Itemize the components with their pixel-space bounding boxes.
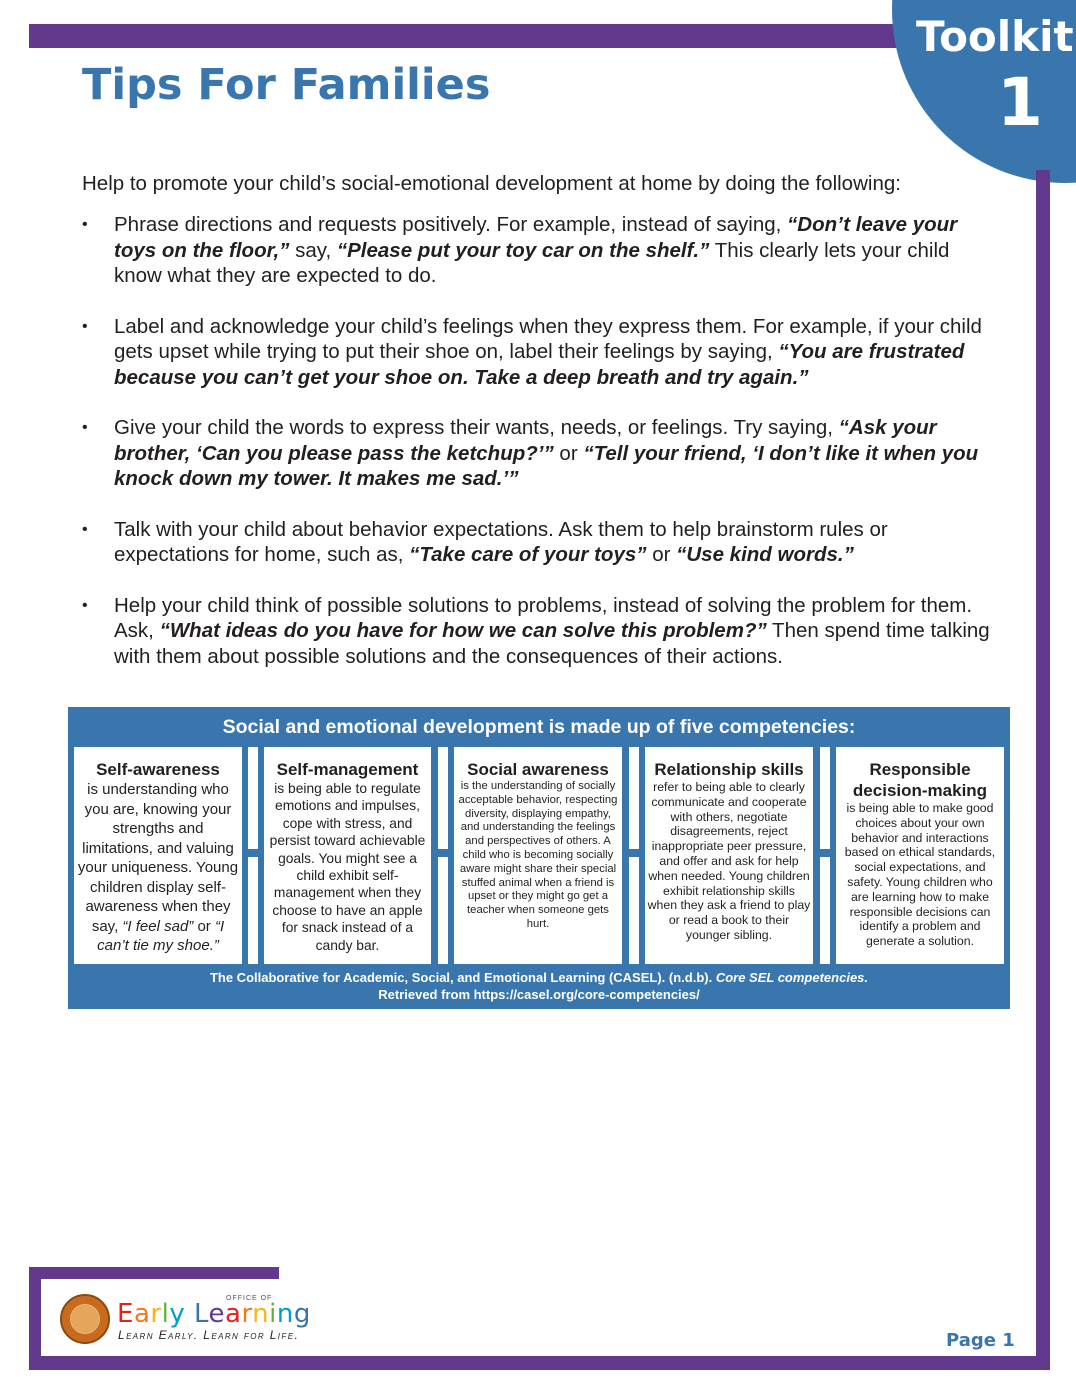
tip-quote: “Don’t leave your toys on the floor,” [114, 213, 958, 262]
competency-card-self-management [264, 747, 431, 964]
competency-card-self-awareness [74, 747, 242, 964]
intro-text: Help to promote your child’s social-emotional development at home by doing the following: [82, 172, 901, 195]
tip-quote: “Please put your toy car on the shelf.” [336, 238, 710, 262]
card-body: is being able to regulate emotions and impulses, cope with stress, and persist toward achievable goals. You might see a child exhibit self-management when they choose to have an apple for snack instead of a candy bar. [269, 781, 426, 953]
logo-letter: g [293, 1299, 311, 1329]
logo-letter: e [208, 1299, 225, 1329]
citation-text: The Collaborative for Academic, Social, and Emotional Learning (CASEL). (n.d.b). [209, 970, 716, 985]
tip-quote: “Tell your friend, ‘I don’t like it when you knock down my tower. It makes me sad.’” [114, 441, 979, 490]
card-body: is being able to make good choices about your own behavior and interactions based on ethical standards, social expectations, and safety. Young children who are learning how to make responsible decisions can identify a problem and generate a solution. [844, 801, 996, 949]
logo-letter: i [269, 1299, 277, 1329]
card-body-text: is understanding who you are, knowing your strengths and limitations, and valuing your uniqueness. Young children display self-awareness when they say, [77, 781, 239, 935]
logo-office-of: OFFICE OF [226, 1295, 273, 1302]
logo-letter: a [133, 1299, 151, 1329]
card-quote: “I can’t tie my shoe.” [97, 917, 225, 954]
citation-title: Core SEL competencies. [715, 970, 869, 985]
card-title: Self-awareness [96, 760, 220, 779]
card-divider [438, 747, 448, 964]
card-divider [629, 747, 639, 964]
card-title: Self-management [276, 760, 419, 779]
card-body [76, 780, 240, 956]
competency-card-social-awareness [454, 747, 622, 964]
tip-text: or [553, 441, 584, 465]
logo-letter: r [241, 1299, 253, 1329]
citation [68, 969, 1010, 1003]
tip-text: Give your child the words to express their wants, needs, or feelings. Try saying, [114, 416, 839, 439]
card-divider [820, 747, 830, 964]
florida-seal-icon [60, 1294, 110, 1344]
bullet: • [82, 520, 88, 538]
card-title: Responsible decision-making [852, 760, 988, 800]
card-body: refer to being able to clearly communicate and cooperate with others, negotiate disagreements, reject inappropriate peer pressure, and offer and ask for help when needed. Young children exhibit relationship skills when they ask a friend to play or read a book to their younger sibling. [647, 780, 811, 942]
tip-item [82, 517, 997, 568]
bullet: • [82, 317, 88, 335]
tip-quote: “What ideas do you have for how we can solve this problem?” [159, 619, 767, 642]
tip-text: Then spend time talking with them about possible solutions and the consequences of their actions. [114, 619, 990, 668]
logo-letter: L [193, 1299, 209, 1329]
card-title: Social awareness [467, 760, 609, 779]
tips-list [82, 212, 997, 694]
competencies-panel [68, 707, 1010, 1009]
card-body-text: or [193, 917, 215, 935]
footer-accent-bar [29, 1267, 279, 1279]
right-accent-bar [1036, 170, 1050, 1370]
logo-letter: E [117, 1299, 134, 1329]
tip-item [82, 314, 997, 391]
tip-text: Label and acknowledge your child’s feelings when they express them. For example, if your child gets upset while trying to put their shoe on, label their feelings by saying, [114, 314, 982, 363]
tip-quote: “You are frustrated because you can’t get your shoe on. Take a deep breath and try again.” [114, 340, 965, 389]
logo-letter: n [252, 1299, 270, 1329]
left-accent-bar [29, 1267, 41, 1370]
tip-quote: “Take care of your toys” [409, 543, 647, 566]
logo-letter: a [225, 1299, 242, 1329]
competency-card-relationship-skills [645, 747, 813, 964]
tip-text: say, [289, 238, 337, 262]
competencies-heading: Social and emotional development is made up of five competencies: [222, 716, 856, 738]
logo-letter: r [150, 1299, 162, 1329]
bullet: • [82, 596, 88, 614]
tip-text: or [646, 543, 677, 566]
tip-text: Talk with your child about behavior expectations. Ask them to help brainstorm rules or expectations for home, such as, [114, 517, 888, 566]
logo-letter: y [169, 1299, 186, 1329]
logo-early-learning [117, 1299, 311, 1329]
toolkit-number: 1 [997, 64, 1043, 141]
toolkit-label: Toolkit [916, 12, 1074, 61]
page-title: Tips For Families [82, 60, 491, 110]
logo-letter: n [276, 1299, 294, 1329]
tip-item [82, 212, 997, 289]
page-number: Page 1 [946, 1330, 1015, 1351]
logo-letter: l [161, 1299, 170, 1329]
card-divider [248, 747, 258, 964]
tip-quote: “Ask your brother, ‘Can you please pass the ketchup?’” [114, 416, 937, 465]
top-accent-bar [29, 24, 1029, 48]
tip-quote: “Use kind words.” [676, 543, 854, 566]
logo-letter [185, 1299, 194, 1329]
bullet: • [82, 419, 88, 436]
card-quote: “I feel sad” [122, 917, 194, 935]
bottom-accent-bar [29, 1356, 1050, 1370]
card-body: is the understanding of socially acceptable behavior, respecting diversity, displaying empathy, and understanding the feelings and perspectives of others. A child who is becoming socially aware might share their special stuffed animal when a friend is upset or they might go get a teacher when someone gets hurt. [458, 780, 618, 930]
bullet: • [82, 216, 88, 233]
citation-source: Retrieved from https://casel.org/core-competencies/ [378, 987, 700, 1002]
card-title: Relationship skills [654, 760, 804, 779]
tip-text: Phrase directions and requests positively. For example, instead of saying, [114, 213, 788, 236]
competency-card-responsible-decision-making [836, 747, 1004, 964]
tip-item [82, 593, 997, 670]
logo-tagline: Learn Early. Learn for Life. [118, 1328, 300, 1342]
tip-item [82, 415, 997, 492]
tip-text: Help your child think of possible solutions to problems, instead of solving the problem for them. Ask, [114, 593, 973, 642]
tip-text: This clearly lets your child know what they are expected to do. [114, 238, 950, 287]
